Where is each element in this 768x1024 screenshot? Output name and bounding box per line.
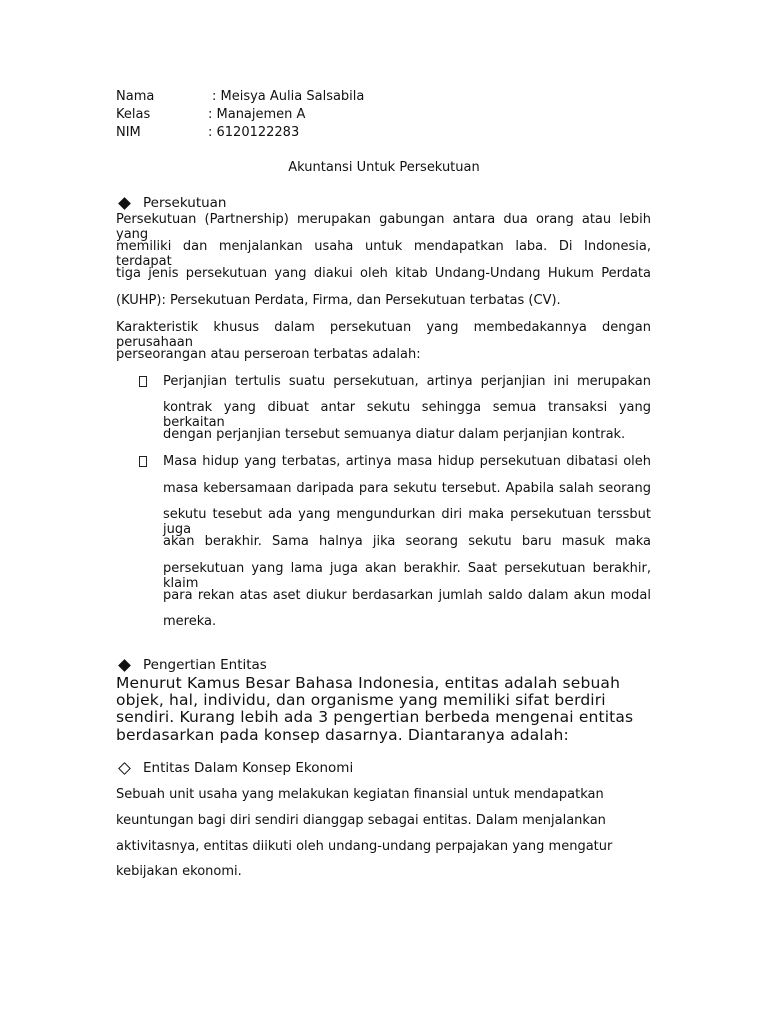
document-title: Akuntansi Untuk Persekutuan [288,160,480,175]
paragraph-line: Persekutuan (Partnership) merupakan gabungan antara dua orang atau lebih yang [116,212,651,242]
nim-value: : 6120122283 [208,125,300,140]
list-item-line: Perjanjian tertulis suatu persekutuan, artinya perjanjian ini merupakan [163,374,651,389]
paragraph-line: objek, hal, individu, dan organisme yang memiliki sifat berdiri [116,691,606,709]
paragraph-line: perseorangan atau perseroan terbatas adalah: [116,347,421,362]
paragraph-line: aktivitasnya, entitas diikuti oleh undang-undang perpajakan yang mengatur [116,839,613,854]
paragraph-line: Menurut Kamus Besar Bahasa Indonesia, entitas adalah sebuah [116,674,621,692]
section-heading-entitas-ekonomi: Entitas Dalam Konsep Ekonomi [143,760,354,776]
list-item-line: akan berakhir. Sama halnya jika seorang sekutu baru masuk maka [163,534,651,549]
paragraph-line: keuntungan bagi diri sendiri dianggap sebagai entitas. Dalam menjalankan [116,813,606,828]
paragraph-line: berdasarkan pada konsep dasarnya. Diantaranya adalah: [116,726,569,744]
nim-label: NIM [116,125,141,140]
list-item-line: persekutuan yang lama juga akan berakhir. Saat persekutuan berakhir, klaim [163,561,651,591]
list-item-line: mereka. [163,614,217,629]
paragraph-line: (KUHP): Persekutuan Perdata, Firma, dan Persekutuan terbatas (CV). [116,293,561,308]
bullet-diamond-icon [118,197,131,210]
paragraph-line: Sebuah unit usaha yang melakukan kegiatan finansial untuk mendapatkan [116,787,604,802]
paragraph-line: tiga jenis persekutuan yang diakui oleh kitab Undang-Undang Hukum Perdata [116,266,651,281]
list-item-line: Masa hidup yang terbatas, artinya masa hidup persekutuan dibatasi oleh [163,454,651,469]
paragraph-line: kebijakan ekonomi. [116,864,242,879]
nama-label: Nama [116,89,155,104]
list-item-line: para rekan atas aset diukur berdasarkan jumlah saldo dalam akun modal [163,588,651,603]
bullet-box-icon [139,376,147,387]
bullet-diamond-outline-icon [118,762,131,775]
paragraph-line: sendiri. Kurang lebih ada 3 pengertian berbeda mengenai entitas [116,708,634,726]
paragraph-line: memiliki dan menjalankan usaha untuk mendapatkan laba. Di Indonesia, terdapat [116,239,651,269]
kelas-label: Kelas [116,107,151,122]
bullet-diamond-icon [118,659,131,672]
list-item-line: sekutu tesebut ada yang mengundurkan diri maka persekutuan terssbut juga [163,507,651,537]
kelas-value: : Manajemen A [208,107,306,122]
list-item-line: masa kebersamaan daripada para sekutu tersebut. Apabila salah seorang [163,481,651,496]
nama-value: : Meisya Aulia Salsabila [212,89,365,104]
list-item-line: dengan perjanjian tersebut semuanya diatur dalam perjanjian kontrak. [163,427,626,442]
section-heading-pengertian-entitas: Pengertian Entitas [143,657,267,673]
section-heading-persekutuan: Persekutuan [143,195,227,211]
bullet-box-icon [139,456,147,467]
paragraph-line: Karakteristik khusus dalam persekutuan yang membedakannya dengan perusahaan [116,320,651,350]
list-item-line: kontrak yang dibuat antar sekutu sehingga semua transaksi yang berkaitan [163,400,651,430]
